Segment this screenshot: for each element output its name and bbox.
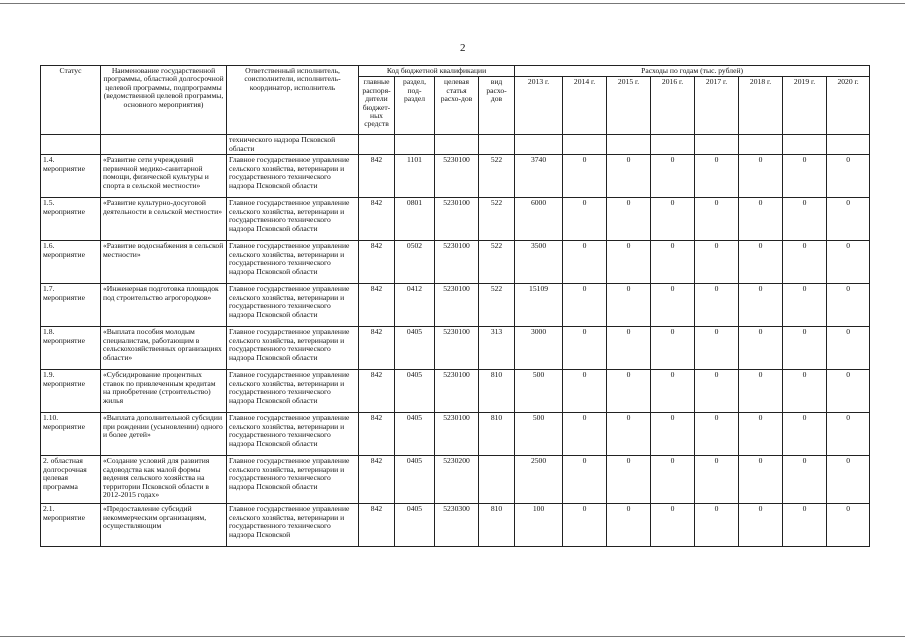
expense-cell: 0: [651, 456, 695, 504]
header-budget-code: Код бюджетной квалификации: [359, 66, 515, 77]
expense-cell: 0: [695, 155, 739, 198]
expense-cell: 0: [739, 284, 783, 327]
expense-cell: 0: [695, 413, 739, 456]
table-row: [41, 413, 870, 456]
expense-cell: 0: [607, 155, 651, 198]
status-cell: 1.8. мероприятие: [41, 327, 101, 370]
expense-cell: 100: [515, 504, 563, 547]
expense-cell: 0: [827, 413, 870, 456]
page-number: 2: [460, 42, 466, 54]
csr-cell: 5230100: [435, 241, 479, 284]
expense-cell: 0: [563, 284, 607, 327]
expense-cell: 0: [695, 198, 739, 241]
header-year: 2014 г.: [563, 77, 607, 135]
expense-cell: 3500: [515, 241, 563, 284]
executor-cell: Главное государственное управление сельского хозяйства, ветеринарии и государственного технического надзора Псковской области: [227, 241, 359, 284]
status-cell: 1.7. мероприятие: [41, 284, 101, 327]
table-row: [41, 456, 870, 504]
expense-cell: 0: [563, 504, 607, 547]
expense-cell: 0: [783, 504, 827, 547]
expense-cell: 0: [739, 370, 783, 413]
grbs-cell: 842: [359, 504, 395, 547]
csr-cell: 5230100: [435, 155, 479, 198]
expense-cell: 0: [651, 504, 695, 547]
expense-cell: 0: [739, 241, 783, 284]
header-name: Наименование государственной программы, областной долгосрочной целевой программы, подпрограммы (ведомственной целевой программы, основного мероприятия): [101, 66, 227, 135]
executor-cell: Главное государственное управление сельского хозяйства, ветеринарии и государственного технического надзора Псковской области: [227, 370, 359, 413]
header-year: 2013 г.: [515, 77, 563, 135]
csr-cell: 5230100: [435, 198, 479, 241]
vr-cell: 810: [479, 504, 515, 547]
expense-cell: 0: [783, 413, 827, 456]
scan-top-edge: [0, 3, 905, 4]
rzpr-cell: 0502: [395, 241, 435, 284]
header-year: 2018 г.: [739, 77, 783, 135]
expense-cell: 0: [563, 327, 607, 370]
program-name-cell: «Инженерная подготовка площадок под строительство агрогородков»: [101, 284, 227, 327]
grbs-cell: 842: [359, 413, 395, 456]
expense-cell: 0: [783, 327, 827, 370]
expense-cell: 0: [563, 370, 607, 413]
expense-cell: 3000: [515, 327, 563, 370]
expense-cell: 15109: [515, 284, 563, 327]
expense-cell: 0: [783, 456, 827, 504]
rzpr-cell: 0405: [395, 370, 435, 413]
executor-cell: Главное государственное управление сельского хозяйства, ветеринарии и государственного технического надзора Псковской: [227, 504, 359, 547]
header-year: 2019 г.: [783, 77, 827, 135]
header-row-1: [41, 66, 870, 77]
rzpr-cell: 0405: [395, 504, 435, 547]
vr-cell: 313: [479, 327, 515, 370]
expense-cell: 0: [695, 241, 739, 284]
header-year: 2017 г.: [695, 77, 739, 135]
expense-cell: 0: [827, 284, 870, 327]
csr-cell: 5230300: [435, 504, 479, 547]
program-name-cell: «Предоставление субсидий некоммерческим организациям, осуществляющим: [101, 504, 227, 547]
expense-cell: 0: [783, 241, 827, 284]
header-executor: Ответственный исполнитель, соисполнители, исполнитель-координатор, исполнитель: [227, 66, 359, 135]
vr-cell: 810: [479, 413, 515, 456]
csr-cell: 5230100: [435, 284, 479, 327]
vr-cell: 522: [479, 198, 515, 241]
expense-cell: 0: [827, 504, 870, 547]
header-year: 2016 г.: [651, 77, 695, 135]
vr-cell: 810: [479, 370, 515, 413]
expense-cell: 0: [651, 284, 695, 327]
expense-cell: 0: [783, 198, 827, 241]
table-row: [41, 370, 870, 413]
executor-cell: Главное государственное управление сельского хозяйства, ветеринарии и государственного технического надзора Псковской области: [227, 327, 359, 370]
expense-cell: 0: [827, 155, 870, 198]
header-csr: целевая статья расхо-дов: [435, 77, 479, 135]
status-cell: 1.9. мероприятие: [41, 370, 101, 413]
expense-cell: 0: [563, 413, 607, 456]
expense-cell: 6000: [515, 198, 563, 241]
csr-cell: 5230100: [435, 327, 479, 370]
expense-cell: 0: [827, 327, 870, 370]
vr-cell: 522: [479, 241, 515, 284]
expense-cell: 0: [607, 413, 651, 456]
rzpr-cell: 0405: [395, 456, 435, 504]
expense-cell: 0: [827, 456, 870, 504]
program-name-cell: «Создание условий для развития садоводства как малой формы ведения сельского хозяйства на территории Псковской области в 2012-2015 годах»: [101, 456, 227, 504]
expense-cell: 0: [563, 241, 607, 284]
expense-cell: 3740: [515, 155, 563, 198]
program-name-cell: «Развитие сети учреждений первичной медико-санитарной помощи, физической культуры и спорта в сельской местности»: [101, 155, 227, 198]
expense-cell: 0: [563, 456, 607, 504]
expense-cell: 0: [607, 198, 651, 241]
expense-cell: 0: [651, 413, 695, 456]
executor-cell: Главное государственное управление сельского хозяйства, ветеринарии и государственного технического надзора Псковской области: [227, 155, 359, 198]
csr-cell: 5230100: [435, 413, 479, 456]
expense-cell: 500: [515, 413, 563, 456]
table-row: [41, 241, 870, 284]
program-name-cell: «Выплата пособия молодым специалистам, работающим в сельскохозяйственных организациях области»: [101, 327, 227, 370]
table-row: [41, 504, 870, 547]
program-name-cell: «Выплата дополнительной субсидии при рождении (усыновлении) одного и более детей»: [101, 413, 227, 456]
expense-cell: 0: [827, 241, 870, 284]
expense-cell: 0: [739, 413, 783, 456]
expense-cell: 0: [651, 198, 695, 241]
expense-cell: 0: [607, 504, 651, 547]
expense-cell: 0: [783, 284, 827, 327]
expense-cell: 0: [695, 504, 739, 547]
header-year: 2020 г.: [827, 77, 870, 135]
expense-cell: 0: [827, 198, 870, 241]
expense-cell: 0: [695, 370, 739, 413]
expense-cell: 0: [563, 155, 607, 198]
expense-cell: 0: [651, 155, 695, 198]
expense-cell: 2500: [515, 456, 563, 504]
grbs-cell: 842: [359, 456, 395, 504]
program-name-cell: «Субсидирование процентных ставок по привлеченным кредитам на приобретение (строительство) жилья: [101, 370, 227, 413]
expense-cell: 0: [783, 370, 827, 413]
status-cell: 2. областная долгосрочная целевая программа: [41, 456, 101, 504]
grbs-cell: 842: [359, 241, 395, 284]
executor-cell: Главное государственное управление сельского хозяйства, ветеринарии и государственного технического надзора Псковской области: [227, 198, 359, 241]
header-year: 2015 г.: [607, 77, 651, 135]
rzpr-cell: 0801: [395, 198, 435, 241]
vr-cell: 522: [479, 155, 515, 198]
program-name-cell: «Развитие культурно-досуговой деятельности в сельской местности»: [101, 198, 227, 241]
status-cell: 1.10. мероприятие: [41, 413, 101, 456]
expense-cell: 0: [739, 155, 783, 198]
scan-bottom-edge: [0, 636, 905, 637]
expense-cell: 0: [607, 241, 651, 284]
expense-cell: 0: [695, 284, 739, 327]
status-cell: 1.6. мероприятие: [41, 241, 101, 284]
table-row: [41, 198, 870, 241]
header-rzpr: раздел, под-раздел: [395, 77, 435, 135]
header-grbs: главные распоря-дители бюджет-ных средств: [359, 77, 395, 135]
status-cell: 1.5. мероприятие: [41, 198, 101, 241]
program-name-cell: «Развитие водоснабжения в сельской местности»: [101, 241, 227, 284]
vr-cell: [479, 456, 515, 504]
expense-cell: 0: [607, 327, 651, 370]
expense-cell: 0: [695, 327, 739, 370]
grbs-cell: 842: [359, 327, 395, 370]
header-vr: вид расхо-дов: [479, 77, 515, 135]
csr-cell: 5230200: [435, 456, 479, 504]
expense-cell: 0: [651, 327, 695, 370]
expense-cell: 0: [739, 327, 783, 370]
expense-cell: 0: [651, 241, 695, 284]
table-row: [41, 284, 870, 327]
expense-cell: 500: [515, 370, 563, 413]
vr-cell: 522: [479, 284, 515, 327]
table-row: [41, 327, 870, 370]
rzpr-cell: 0412: [395, 284, 435, 327]
expense-cell: 0: [607, 370, 651, 413]
rzpr-cell: 0405: [395, 327, 435, 370]
expense-cell: 0: [651, 370, 695, 413]
header-expenses: Расходы по годам (тыс. рублей): [515, 66, 870, 77]
executor-cell: Главное государственное управление сельского хозяйства, ветеринарии и государственного технического надзора Псковской области: [227, 413, 359, 456]
grbs-cell: 842: [359, 370, 395, 413]
expense-cell: 0: [607, 284, 651, 327]
expense-cell: 0: [563, 198, 607, 241]
csr-cell: 5230100: [435, 370, 479, 413]
continuation-text: технического надзора Псковской области: [227, 135, 359, 155]
rzpr-cell: 0405: [395, 413, 435, 456]
expense-cell: 0: [783, 155, 827, 198]
executor-cell: Главное государственное управление сельского хозяйства, ветеринарии и государственного технического надзора Псковской области: [227, 456, 359, 504]
budget-table: [40, 65, 870, 547]
grbs-cell: 842: [359, 155, 395, 198]
expense-cell: 0: [739, 456, 783, 504]
expense-cell: 0: [607, 456, 651, 504]
grbs-cell: 842: [359, 198, 395, 241]
status-cell: 2.1. мероприятие: [41, 504, 101, 547]
grbs-cell: 842: [359, 284, 395, 327]
executor-cell: Главное государственное управление сельского хозяйства, ветеринарии и государственного технического надзора Псковской области: [227, 284, 359, 327]
expense-cell: 0: [739, 198, 783, 241]
expense-cell: 0: [827, 370, 870, 413]
table-row: [41, 155, 870, 198]
expense-cell: 0: [695, 456, 739, 504]
expense-cell: 0: [739, 504, 783, 547]
status-cell: 1.4. мероприятие: [41, 155, 101, 198]
rzpr-cell: 1101: [395, 155, 435, 198]
continuation-row: [41, 135, 870, 155]
header-status: Статус: [41, 66, 101, 135]
